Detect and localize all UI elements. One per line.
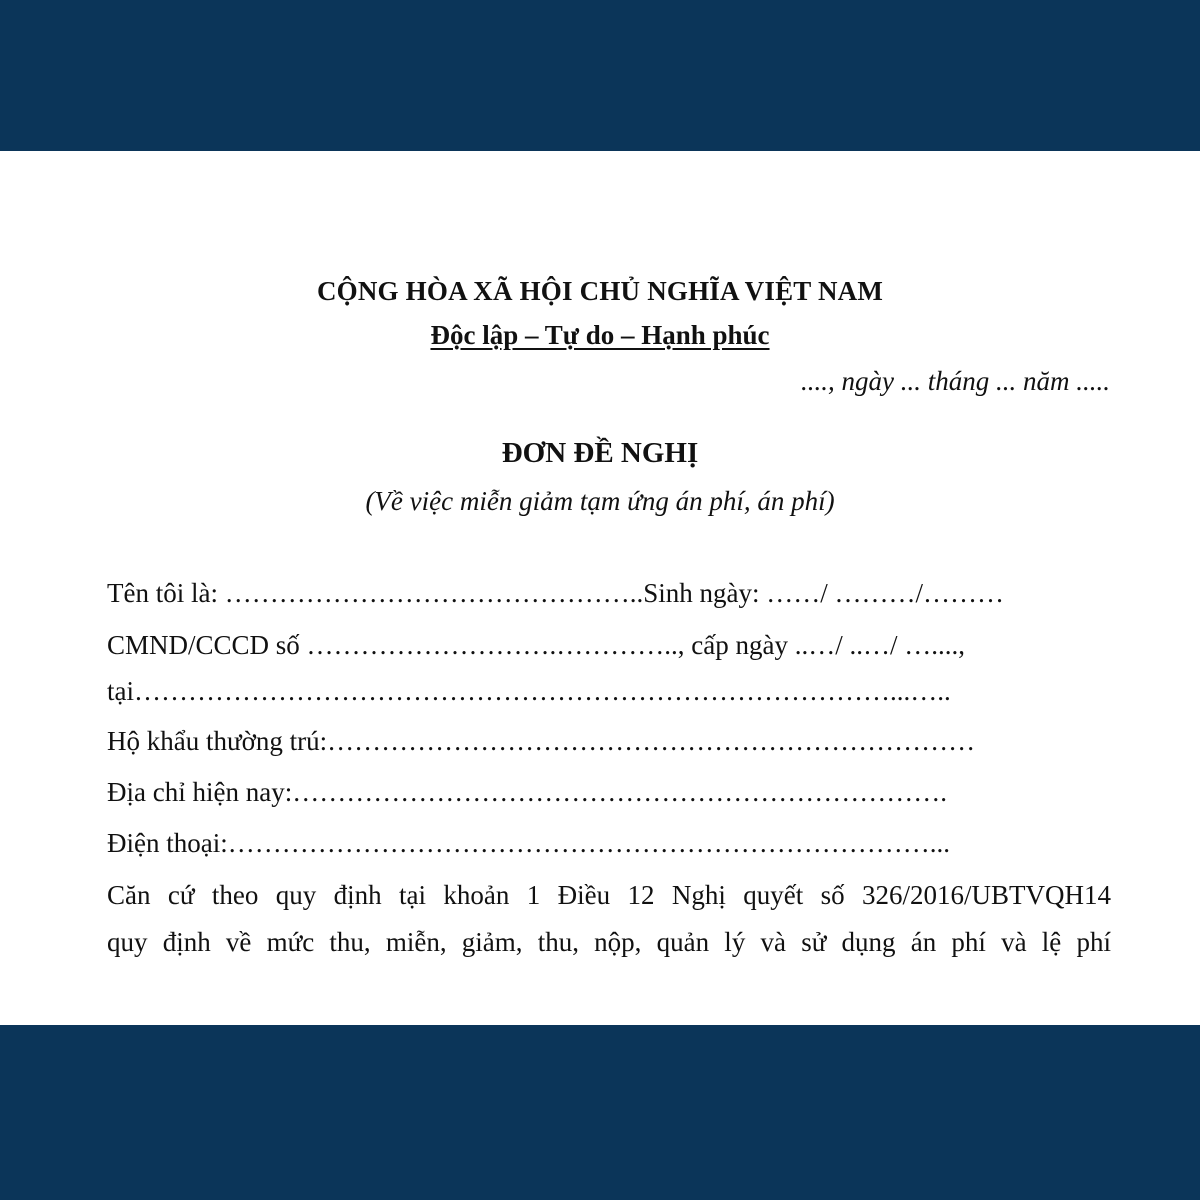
name-birth-field: Tên tôi là: ………………………………………..Sinh ngày: ……/ ………/……… — [107, 578, 1004, 608]
motto-heading: Độc lập – Tự do – Hạnh phúc — [430, 320, 770, 350]
id-card-field: CMND/CCCD số ……………………….………….., cấp ngày ..…/ ..…/ …...., — [107, 630, 966, 660]
address-field: Địa chỉ hiện nay:………………………………………………………………. — [107, 777, 947, 807]
document-page — [0, 151, 1200, 1025]
body-paragraph-line-2: quy định về mức thu, miễn, giảm, thu, nộp, quản lý và sử dụng án phí và lệ phí — [107, 927, 1111, 957]
document-subtitle: (Về việc miễn giảm tạm ứng án phí, án phí) — [365, 486, 835, 516]
phone-field: Điện thoại:……………………………………………………………………... — [107, 828, 950, 858]
nation-heading: CỘNG HÒA XÃ HỘI CHỦ NGHĨA VIỆT NAM — [316, 276, 884, 306]
residence-field: Hộ khẩu thường trú:……………………………………………………………… — [107, 726, 976, 756]
issued-at-field: tại…………………………………………………………………………...….. — [107, 676, 951, 706]
document-title: ĐƠN ĐỀ NGHỊ — [501, 437, 699, 469]
body-paragraph-line-1: Căn cứ theo quy định tại khoản 1 Điều 12 Nghị quyết số 326/2016/UBTVQH14 — [107, 880, 1111, 910]
top-band — [0, 0, 1200, 151]
date-line: ...., ngày ... tháng ... năm ..... — [801, 366, 1110, 396]
bottom-band — [0, 1025, 1200, 1200]
